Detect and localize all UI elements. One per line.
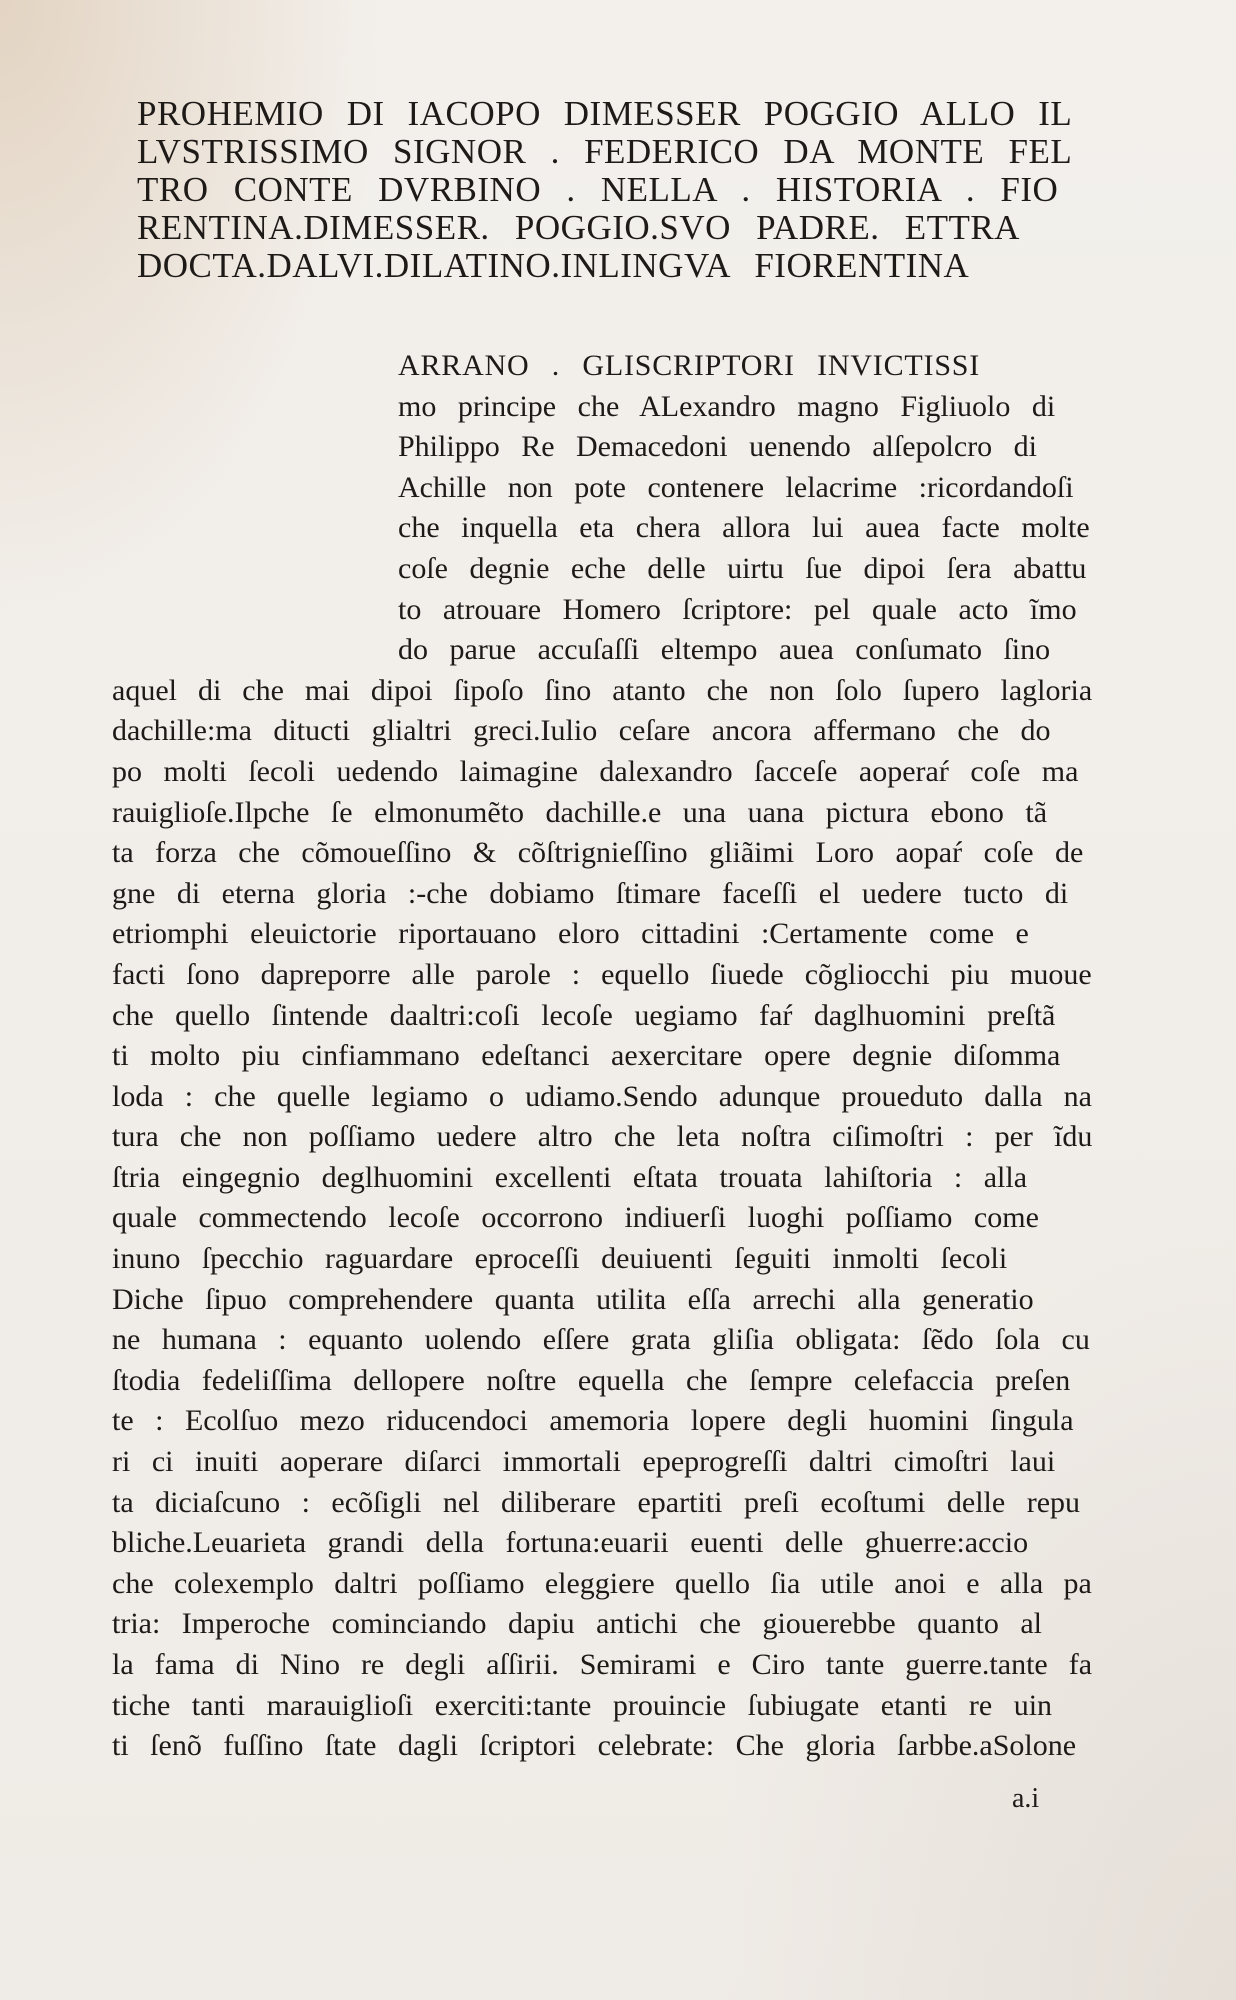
heading-line: DOCTA.DALVI.DILATINO.INLINGVA FIORENTINA [137, 246, 970, 285]
text-line: ſtria eingegnio deglhuomini excellenti eſtata trouata lahiſtoria : alla [112, 1160, 1028, 1194]
text-line: gne di eterna gloria :-che dobiamo ſtimare faceſſi el uedere tucto di [112, 876, 1069, 910]
text-line: rauiglioſe.Ilpche ſe elmonumẽto dachille.e una uana pictura ebono tã [112, 795, 1048, 829]
text-line: facti ſono dapreporre alle parole : equello ſiuede cõgliocchi piu muoue [112, 957, 1092, 991]
text-line: che colexemplo daltri poſſiamo eleggiere quello ſia utile anoi e alla pa [112, 1566, 1092, 1600]
text-line: ſtodia fedeliſſima dellopere noſtre equella che ſempre celefaccia preſen [112, 1363, 1071, 1397]
text-line: tiche tanti marauiglioſi exerciti:tante prouincie ſubiugate etanti re uin [112, 1688, 1053, 1722]
text-line: tria: Imperoche cominciando dapiu antichi che giouerebbe quanto al [112, 1607, 1043, 1641]
text-line: dachille:ma ditucti glialtri greci.Iulio ceſare ancora affermano che do [112, 714, 1051, 748]
text-line: Philippo Re Demacedoni uenendo alſepolcro di [398, 430, 1038, 464]
text-line: tura che non poſſiamo uedere altro che leta noſtra ciſimoſtri : per ĩdu [112, 1120, 1093, 1154]
text-line: Achille non pote contenere lelacrime :ricordandoſi [398, 470, 1074, 504]
text-line: che inquella eta chera allora lui auea facte molte [398, 511, 1090, 545]
text-line: po molti ſecoli uedendo laimagine dalexandro ſacceſe aoperaŕ coſe ma [112, 754, 1079, 788]
text-line: ti molto piu cinfiammano edeſtanci aexercitare opere degnie diſomma [112, 1039, 1061, 1073]
signature-mark: a.i [1012, 1783, 1040, 1814]
text-line: aquel di che mai dipoi ſipoſo ſino atanto che non ſolo ſupero lagloria [112, 673, 1093, 707]
body-text [112, 346, 1092, 1767]
text-line: la fama di Nino re degli aſſirii. Semirami e Ciro tante guerre.tante fa [112, 1648, 1093, 1681]
text-line: te : Ecolſuo mezo riducendoci amemoria lopere degli huomini ſingula [112, 1404, 1074, 1438]
text-line: che quello ſintende daaltri:coſi lecoſe uegiamo faŕ daglhuomini preſtã [112, 998, 1056, 1032]
text-line: ta diciaſcuno : ecõſigli nel diliberare epartiti preſi ecoſtumi delle repu [112, 1485, 1081, 1519]
text-line: coſe degnie eche delle uirtu ſue dipoi ſera abattu [398, 551, 1087, 585]
heading-line: RENTINA.DIMESSER. POGGIO.SVO PADRE. ETTRA [137, 208, 1020, 247]
text-line: etriomphi eleuictorie riportauano eloro cittadini :Certamente come e [112, 917, 1029, 951]
text-line: loda : che quelle legiamo o udiamo.Sendo adunque proueduto dalla na [112, 1079, 1092, 1113]
prohemio-heading [137, 95, 1072, 285]
text-line: to atrouare Homero ſcriptore: pel quale acto ĩmo [398, 592, 1077, 626]
text-line: do parue accuſaſſi eltempo auea conſumato ſino [398, 633, 1051, 667]
text-line: ri ci inuiti aoperare diſarci immortali epeprogreſſi daltri cimoſtri laui [112, 1445, 1056, 1479]
text-line: quale commectendo lecoſe occorrono indiuerſi luoghi poſſiamo come [112, 1201, 1039, 1235]
opening-line: ARRANO . GLISCRIPTORI INVICTISSI [398, 349, 981, 382]
text-line: mo principe che ALexandro magno Figliuolo di [398, 389, 1056, 423]
heading-line: TRO CONTE DVRBINO . NELLA . HISTORIA . FIO [137, 170, 1059, 209]
text-line: ta forza che cõmoueſſino & cõſtrignieſſino gliãimi Loro aopaŕ coſe de [112, 836, 1084, 870]
text-line: ne humana : equanto uolendo eſſere grata gliſia obligata: ſẽdo ſola cu [112, 1323, 1090, 1357]
text-line: inuno ſpecchio raguardare eproceſſi deuiuenti ſeguiti inmolti ſecoli [112, 1242, 1008, 1276]
heading-line: PROHEMIO DI IACOPO DIMESSER POGGIO ALLO IL [137, 94, 1073, 133]
heading-line: LVSTRISSIMO SIGNOR . FEDERICO DA MONTE FEL [137, 132, 1073, 171]
text-line: Diche ſipuo comprehendere quanta utilita eſſa arrechi alla generatio [112, 1282, 1034, 1316]
text-line: bliche.Leuarieta grandi della fortuna:euarii euenti delle ghuerre:accio [112, 1526, 1029, 1560]
text-line: ti ſenõ fuſſino ſtate dagli ſcriptori celebrate: Che gloria ſarbbe.aSolone [112, 1729, 1077, 1763]
